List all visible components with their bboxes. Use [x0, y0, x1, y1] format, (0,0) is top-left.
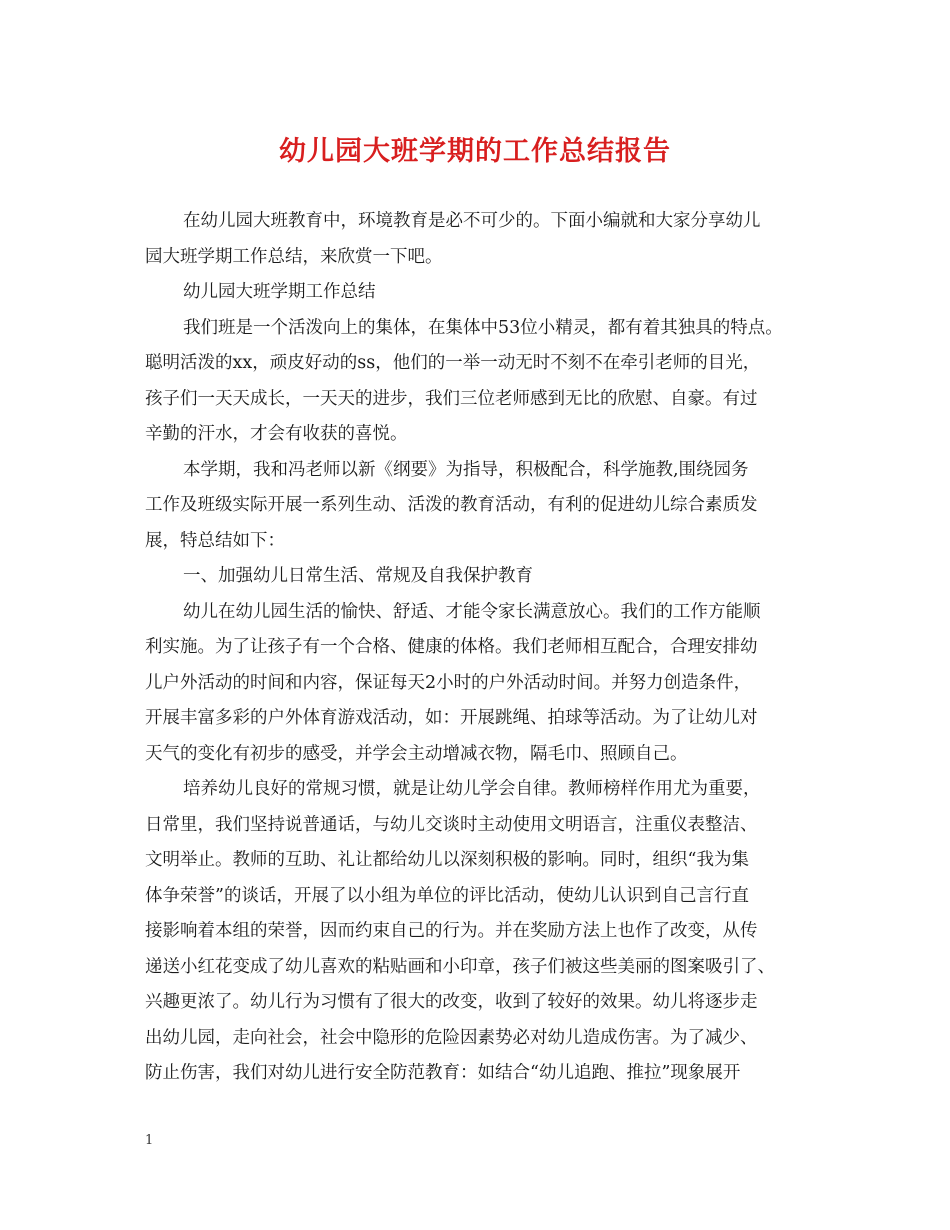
- text-line: 日常里，我们坚持说普通话，与幼儿交谈时主动使用文明语言，注重仪表整洁、: [145, 814, 758, 835]
- text-line: 防止伤害，我们对幼儿进行安全防范教育：如结合“幼儿追跑、推拉”现象展开: [145, 1063, 741, 1083]
- text-line: 我们班是一个活泼向上的集体，在集体中53位小精灵，都有着其独具的特点。: [183, 317, 783, 338]
- text-line: 兴趣更浓了。幼儿行为习惯有了很大的改变，收到了较好的效果。幼儿将逐步走: [145, 992, 758, 1012]
- text-line: 辛勤的汗水，才会有收获的喜悦。: [145, 424, 408, 444]
- text-line: 一、加强幼儿日常生活、常规及自我保护教育: [183, 566, 533, 586]
- text-line: 文明举止。教师的互助、礼让都给幼儿以深刻积极的影响。同时，组织“我为集: [145, 850, 749, 870]
- text-line: 开展丰富多彩的户外体育游戏活动，如：开展跳绳、拍球等活动。为了让幼儿对: [145, 708, 758, 728]
- text-line: 天气的变化有初步的感受，并学会主动增减衣物，隔毛巾、照顾自己。: [145, 743, 688, 764]
- text-line: 幼儿园大班学期工作总结: [183, 282, 376, 302]
- text-line: 培养幼儿良好的常规习惯，就是让幼儿学会自律。教师榜样作用尤为重要，: [183, 779, 761, 799]
- text-line: 在幼儿园大班教育中，环境教育是必不可少的。下面小编就和大家分享幼儿: [183, 211, 761, 231]
- document-title: 幼儿园大班学期的工作总结报告: [279, 136, 671, 167]
- text-line: 聪明活泼的xx，顽皮好动的ss，他们的一举一动无时不刻不在牵引老师的目光，: [145, 353, 761, 373]
- text-line: 孩子们一天天成长，一天天的进步，我们三位老师感到无比的欣慰、自豪。有过: [145, 388, 758, 409]
- text-line: 接影响着本组的荣誉，因而约束自己的行为。并在奖励方法上也作了改变，从传: [145, 921, 758, 941]
- page-number: 1: [145, 1133, 154, 1148]
- text-line: 工作及班级实际开展一系列生动、活泼的教育活动，有利的促进幼儿综合素质发: [145, 495, 758, 515]
- text-line: 利实施。为了让孩子有一个合格、健康的体格。我们老师相互配合，合理安排幼: [145, 637, 758, 657]
- text-line: 园大班学期工作总结，来欣赏一下吧。: [145, 246, 443, 267]
- text-line: 展，特总结如下：: [145, 530, 285, 551]
- text-line: 出幼儿园，走向社会，社会中隐形的危险因素势必对幼儿造成伤害。为了减少、: [145, 1027, 758, 1048]
- text-line: 儿户外活动的时间和内容，保证每天2小时的户外活动时间。并努力创造条件，: [145, 672, 752, 693]
- text-line: 递送小红花变成了幼儿喜欢的粘贴画和小印章，孩子们被这些美丽的图案吸引了、: [145, 956, 775, 977]
- text-line: 幼儿在幼儿园生活的愉快、舒适、才能令家长满意放心。我们的工作方能顺: [183, 601, 761, 622]
- text-line: 体争荣誉”的谈话，开展了以小组为单位的评比活动，使幼儿认识到自己言行直: [145, 885, 749, 906]
- document-body: [145, 204, 813, 1092]
- text-line: 本学期，我和冯老师以新《纲要》为指导，积极配合，科学施教,围绕园务: [183, 459, 749, 480]
